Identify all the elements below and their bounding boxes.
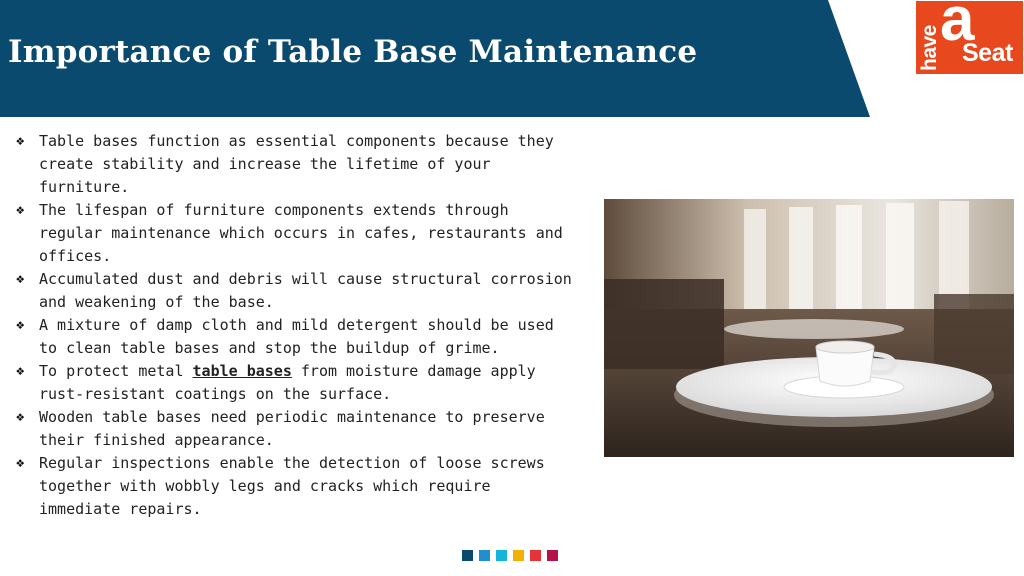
color-swatch: [530, 550, 541, 561]
diamond-bullet-icon: ❖: [16, 409, 25, 425]
diamond-bullet-icon: ❖: [16, 317, 25, 333]
bullet-text: Regular inspections enable the detection of loose screws together with wobbly legs and cracks which require immediate repairs.: [39, 454, 545, 518]
bullet-text-before-link: To protect metal: [39, 362, 193, 380]
bullet-text: The lifespan of furniture components extends through regular maintenance which occurs in cafes, restaurants and offices.: [39, 201, 563, 265]
diamond-bullet-icon: ❖: [16, 271, 25, 287]
bullet-item: [16, 406, 576, 452]
logo-text-have: have: [918, 25, 941, 71]
table-bases-link[interactable]: table bases: [192, 362, 292, 380]
bullet-item: [16, 130, 576, 199]
color-swatch: [496, 550, 507, 561]
have-a-seat-logo[interactable]: [916, 1, 1023, 74]
bullet-text-after-link: from moisture damage apply rust-resistant coatings on the surface.: [39, 362, 536, 403]
bullet-item: [16, 360, 576, 406]
bullet-item: [16, 268, 576, 314]
bullet-item: [16, 199, 576, 268]
diamond-bullet-icon: ❖: [16, 202, 25, 218]
diamond-bullet-icon: ❖: [16, 455, 25, 471]
color-swatch: [462, 550, 473, 561]
logo-text-a: a: [940, 1, 975, 54]
cafe-table-coffee-cup-photo: [604, 199, 1014, 457]
bullet-item: [16, 452, 576, 521]
logo-text-seat: Seat: [962, 39, 1013, 67]
bullet-list: [16, 130, 576, 521]
bullet-text: A mixture of damp cloth and mild detergent should be used to clean table bases and stop the buildup of grime.: [39, 316, 554, 357]
bullet-item: [16, 314, 576, 360]
diamond-bullet-icon: ❖: [16, 133, 25, 149]
bullet-text: Accumulated dust and debris will cause structural corrosion and weakening of the base.: [39, 270, 572, 311]
color-swatch: [513, 550, 524, 561]
color-swatch: [547, 550, 558, 561]
diamond-bullet-icon: ❖: [16, 363, 25, 379]
color-swatch: [479, 550, 490, 561]
bullet-text: Wooden table bases need periodic maintenance to preserve their finished appearance.: [39, 408, 545, 449]
color-swatch-strip: [462, 550, 558, 561]
bullet-text: Table bases function as essential components because they create stability and increase the lifetime of your furniture.: [39, 132, 554, 196]
page-title: Importance of Table Base Maintenance: [8, 34, 698, 70]
